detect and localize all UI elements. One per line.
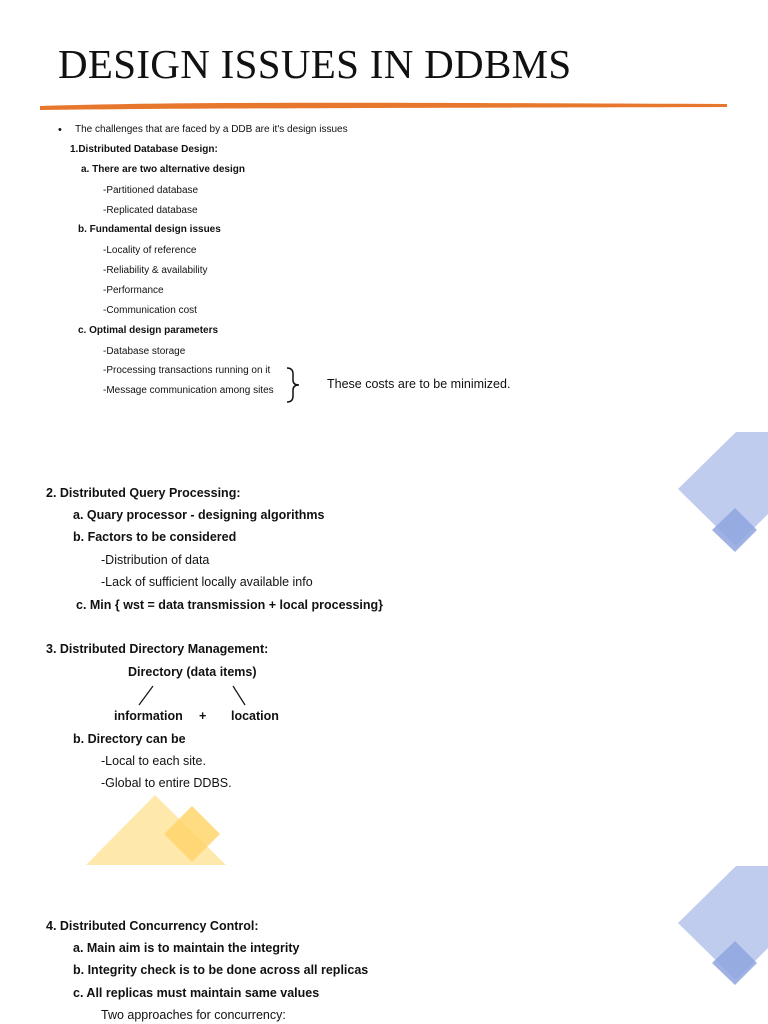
page-title: DESIGN ISSUES IN DDBMS	[58, 41, 572, 87]
section1-b-label: b. Fundamental design issues	[78, 224, 221, 235]
section4-approaches: Two approaches for concurrency:	[101, 1008, 286, 1022]
section1-c-item: -Message communication among sites	[103, 385, 274, 396]
directory-label: Directory (data items)	[128, 665, 257, 679]
section3-b-item: -Global to entire DDBS.	[101, 776, 232, 790]
title-underline	[40, 103, 727, 110]
bullet-icon: •	[58, 124, 62, 136]
section2-b-item: -Lack of sufficient locally available info	[101, 575, 313, 589]
section1-b-item: -Locality of reference	[103, 245, 197, 256]
section2-b: b. Factors to be considered	[73, 530, 237, 544]
section2-heading: 2. Distributed Query Processing:	[46, 486, 241, 500]
section1-b-item: -Communication cost	[103, 305, 197, 316]
section1-a-item: -Replicated database	[103, 205, 198, 216]
section4-a: a. Main aim is to maintain the integrity	[73, 941, 300, 955]
section4-b: b. Integrity check is to be done across all replicas	[73, 963, 369, 977]
section1-c-item: -Database storage	[103, 346, 186, 357]
curly-brace	[287, 368, 299, 402]
section2-b-item: -Distribution of data	[101, 553, 210, 567]
section1-c-item: -Processing transactions running on it	[103, 365, 271, 376]
section1-b-item: -Reliability & availability	[103, 265, 208, 276]
section2-c: c. Min { wst = data transmission + local processing}	[76, 598, 384, 612]
intro-text: The challenges that are faced by a DDB are it's design issues	[75, 124, 348, 135]
costs-note: These costs are to be minimized.	[327, 377, 511, 391]
section4-c: c. All replicas must maintain same values	[73, 986, 320, 1000]
section1-heading: 1.Distributed Database Design:	[70, 144, 218, 155]
information-label: information	[114, 709, 183, 723]
section1-a-item: -Partitioned database	[103, 185, 199, 196]
section2-a: a. Quary processor - designing algorithms	[73, 508, 325, 522]
directory-left-line	[139, 686, 153, 705]
section3-heading: 3. Distributed Directory Management:	[46, 642, 269, 656]
section1-b-item: -Performance	[103, 285, 164, 296]
location-label: location	[231, 709, 279, 723]
directory-right-line	[233, 686, 245, 705]
section3-b-item: -Local to each site.	[101, 754, 206, 768]
section1-a-label: a. There are two alternative design	[81, 164, 245, 175]
section3-b: b. Directory can be	[73, 732, 186, 746]
plus-sign: +	[199, 709, 207, 723]
section4-heading: 4. Distributed Concurrency Control:	[46, 919, 259, 933]
section1-c-label: c. Optimal design parameters	[78, 325, 219, 336]
